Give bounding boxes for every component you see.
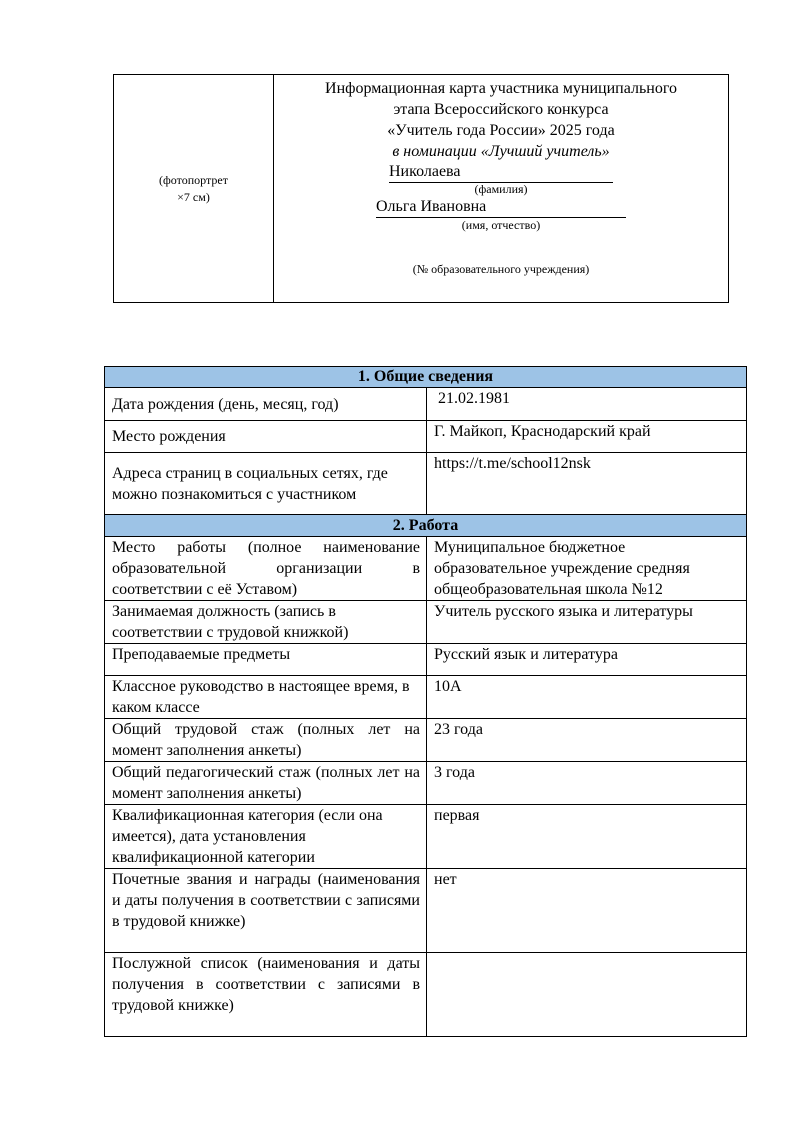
row-label: Послужной список (наименования и даты получения в соответствии с записями в трудовой книжке): [105, 953, 427, 1037]
row-value: 21.02.1981: [427, 388, 747, 421]
surname-field: Николаева: [389, 162, 613, 183]
row-label: Занимаемая должность (запись в соответствии с трудовой книжкой): [105, 601, 427, 644]
title-line-3: «Учитель года России» 2025 года: [387, 122, 615, 139]
name-caption: (имя, отчество): [461, 218, 541, 232]
row-value: https://t.me/school12nsk: [427, 453, 747, 515]
section-header-work: [105, 515, 747, 537]
photo-placeholder: [114, 75, 274, 302]
row-label: Место рождения: [105, 421, 427, 453]
row-value: Муниципальное бюджетное образовательное учреждение средняя общеобразовательная школа №12: [427, 537, 747, 601]
table-row: [105, 421, 747, 453]
table-row: [105, 644, 747, 676]
row-label: Преподаваемые предметы: [105, 644, 427, 676]
institution-caption: (№ образовательного учреждения): [412, 262, 590, 276]
table-row: [105, 676, 747, 719]
title-line-2: этапа Всероссийского конкурса: [393, 101, 609, 118]
title-line-4-nomination: в номинации «Лучший учитель»: [392, 143, 610, 160]
row-label: Квалификационная категория (если она имеется), дата установления квалификационной категории: [105, 805, 427, 869]
row-label: Общий педагогический стаж (полных лет на момент заполнения анкеты): [105, 762, 427, 805]
info-table: [104, 366, 747, 1037]
name-field: Ольга Ивановна: [376, 197, 626, 218]
row-label: Место работы (полное наименование образовательной организации в соответствии с её Уставом): [105, 537, 427, 601]
row-value: Русский язык и литература: [427, 644, 747, 676]
table-row: [105, 719, 747, 762]
section-header-general: [105, 367, 747, 388]
table-row: [105, 601, 747, 644]
row-label: Почетные звания и награды (наименования и даты получения в соответствии с записями в трудовой книжке): [105, 869, 427, 953]
row-label: Общий трудовой стаж (полных лет на момент заполнения анкеты): [105, 719, 427, 762]
row-value: 23 года: [427, 719, 747, 762]
row-value: Г. Майкоп, Краснодарский край: [427, 421, 747, 453]
row-label: Дата рождения (день, месяц, год): [105, 388, 427, 421]
table-row: [105, 388, 747, 421]
surname-caption: (фамилия): [474, 182, 528, 196]
header-card: [113, 74, 729, 303]
row-value: первая: [427, 805, 747, 869]
photo-caption-line1: (фотопортрет: [159, 172, 228, 187]
table-row: [105, 805, 747, 869]
table-row: [105, 869, 747, 953]
table-row: [105, 537, 747, 601]
row-value: Учитель русского языка и литературы: [427, 601, 747, 644]
row-value: 3 года: [427, 762, 747, 805]
row-label: Адреса страниц в социальных сетях, где можно познакомиться с участником: [105, 453, 427, 515]
table-row: [105, 762, 747, 805]
row-value: 10А: [427, 676, 747, 719]
row-value: нет: [427, 869, 747, 953]
table-row: [105, 453, 747, 515]
photo-caption-line2: ×7 см): [177, 189, 210, 204]
table-row: [105, 953, 747, 1037]
title-line-1: Информационная карта участника муниципального: [325, 80, 677, 97]
row-label: Классное руководство в настоящее время, в каком классе: [105, 676, 427, 719]
title-block: [274, 75, 728, 302]
row-value: [427, 953, 747, 1037]
section-title: 2. Работа: [105, 515, 747, 537]
section-title: 1. Общие сведения: [105, 367, 747, 388]
